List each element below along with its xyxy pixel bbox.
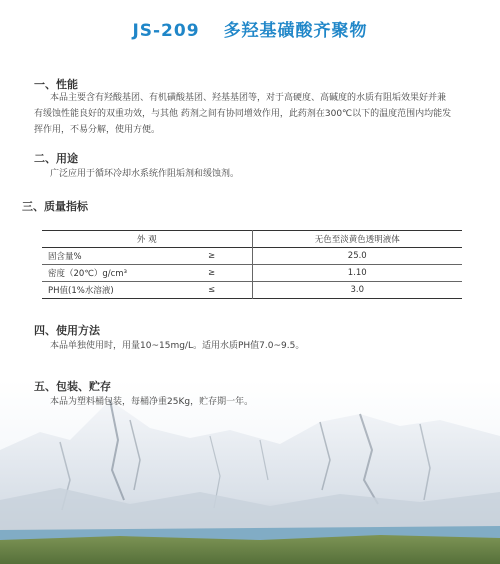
method-text: 本品单独使用时，用量10~15mg/L。适用水质PH值7.0~9.5。: [50, 341, 305, 351]
table-cell-item: 固含量%: [48, 252, 82, 262]
product-name: 多羟基磺酸齐聚物: [223, 21, 368, 41]
product-code: JS-209: [132, 21, 200, 41]
table-cell-value: 3.0: [252, 282, 462, 299]
section-heading-performance: 一、性能: [34, 78, 78, 91]
performance-line-2: 有缓蚀性能良好的双重功效，与其他 药剂之间有协同增效作用，此药剂在300℃以下的温度范围内均能发: [34, 109, 452, 119]
packaging-text: 本品为塑料桶包装，每桶净重25Kg，贮存期一年。: [50, 397, 254, 407]
page-title: [0, 16, 500, 41]
table-row: [42, 282, 462, 299]
table-cell-operator: ≥: [208, 268, 216, 278]
table-header-value: 无色至淡黄色透明液体: [252, 231, 462, 248]
table-header-row: [42, 231, 462, 248]
section-heading-quality: 三、质量指标: [22, 200, 88, 213]
table-header-item: 外 观: [136, 235, 157, 245]
usage-text: 广泛应用于循环冷却水系统作阻垢剂和缓蚀剂。: [50, 169, 240, 179]
performance-line-3: 挥作用，不易分解，使用方便。: [34, 125, 161, 135]
table-cell-value: 25.0: [252, 248, 462, 265]
table-row: [42, 248, 462, 265]
table-row: [42, 265, 462, 282]
performance-paragraph: [34, 90, 474, 138]
section-heading-method: 四、使用方法: [34, 324, 100, 337]
table-cell-operator: ≤: [208, 285, 216, 295]
performance-line-1: 本品主要含有羟酸基团、有机磺酸基团、羟基基团等，对于高硬度、高碱度的水质有阻垢效果好并兼: [50, 93, 447, 103]
table-cell-item: 密度（20℃）g/cm³: [48, 269, 127, 279]
table-cell-value: 1.10: [252, 265, 462, 282]
table-cell-operator: ≥: [208, 251, 216, 261]
quality-spec-table: [42, 230, 462, 299]
table-cell-item: PH值(1%水溶液): [48, 286, 114, 296]
section-heading-packaging: 五、包装、贮存: [34, 380, 111, 393]
section-heading-usage: 二、用途: [34, 152, 78, 165]
